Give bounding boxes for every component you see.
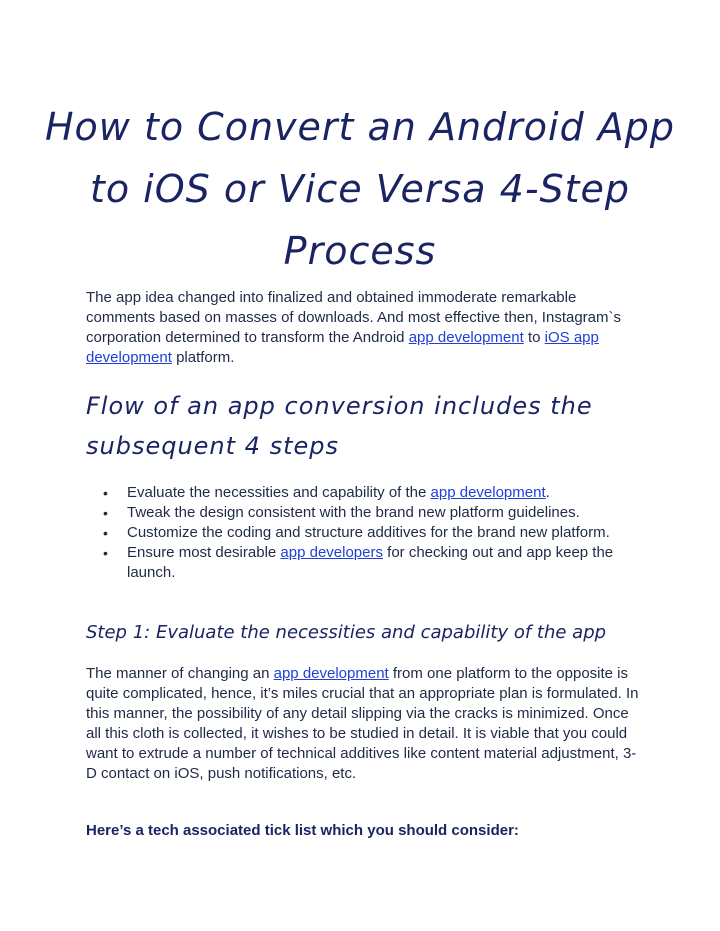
bullet-text: Customize the coding and structure additives for the brand new platform.	[127, 524, 610, 541]
list-item	[103, 523, 643, 543]
app-development-link[interactable]: app development	[430, 484, 546, 501]
app-development-link[interactable]: app development	[408, 329, 524, 346]
intro-paragraph	[86, 288, 646, 368]
bullet-icon: •	[103, 525, 108, 541]
bullet-icon: •	[103, 485, 108, 501]
bullet-text-end: .	[545, 484, 550, 501]
list-item	[103, 503, 643, 523]
step1-paragraph	[86, 664, 646, 784]
checklist-intro: Here’s a tech associated tick list which you should consider:	[86, 822, 519, 839]
intro-text-middle: to	[523, 329, 545, 346]
bullet-icon: •	[103, 505, 108, 521]
list-item	[103, 543, 643, 583]
steps-bullet-list	[103, 483, 643, 583]
bullet-text: Ensure most desirable	[127, 544, 281, 561]
bullet-text: Evaluate the necessities and capability of the	[127, 484, 431, 501]
ios-app-development-link[interactable]: iOS app development	[86, 329, 599, 366]
flow-heading: Flow of an app conversion includes the subsequent 4 steps	[86, 392, 593, 460]
bullet-text-end: for checking out and app keep the launch.	[127, 544, 614, 581]
page-title: How to Convert an Android App to iOS or Vice Versa 4-Step Process	[44, 105, 676, 273]
app-developers-link[interactable]: app developers	[280, 544, 383, 561]
bullet-text: Tweak the design consistent with the brand new platform guidelines.	[127, 504, 580, 521]
intro-text-end: platform.	[171, 349, 235, 366]
bullet-icon: •	[103, 545, 108, 561]
step1-text-start: The manner of changing an	[86, 665, 274, 682]
list-item	[103, 483, 643, 503]
step1-text-end: from one platform to the opposite is quite complicated, hence, it’s miles crucial that an appropriate plan is formulated. In this manner, the possibility of any detail slipping via the cracks is minimized. Once all this cloth is collected, it wishes to be studied in detail. It is viable that you could want to extrude a number of technical additives like content material adjustment, 3-D contact on iOS, push notifications, etc.	[86, 665, 639, 782]
app-development-link[interactable]: app development	[273, 665, 389, 682]
step1-heading: Step 1: Evaluate the necessities and capability of the app	[86, 622, 607, 643]
intro-text-start: The app idea changed into finalized and obtained immoderate remarkable comments based on masses of downloads. And most effective then, Instagram`s corporation determined to transform the Android	[86, 289, 621, 346]
